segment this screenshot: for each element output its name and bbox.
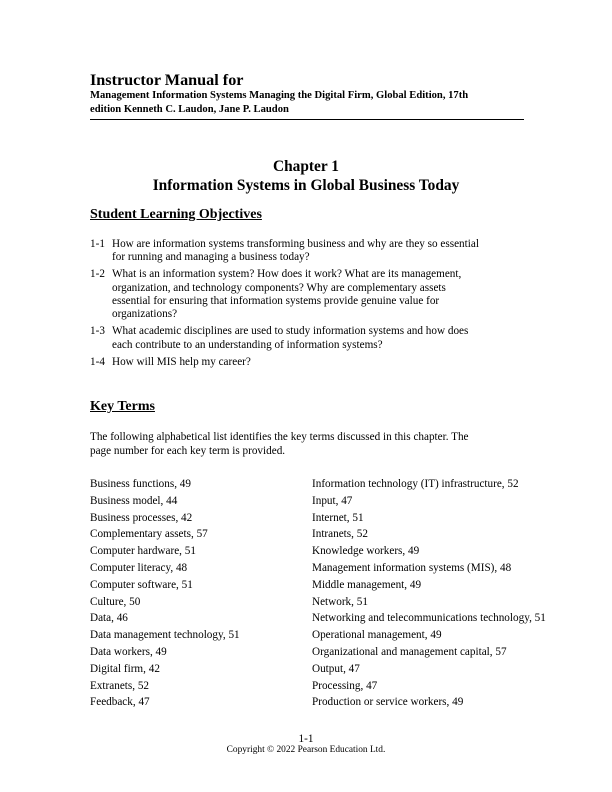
objective-number: 1-4 <box>90 355 105 368</box>
objective-item <box>90 356 530 369</box>
key-term: Feedback, 47 <box>90 696 150 709</box>
key-term: Computer hardware, 51 <box>90 545 196 558</box>
key-term: Production or service workers, 49 <box>312 696 464 709</box>
key-term: Culture, 50 <box>90 595 141 608</box>
key-term: Data workers, 49 <box>90 645 167 658</box>
copyright-notice: Copyright © 2022 Pearson Education Ltd. <box>226 745 386 755</box>
key-term: Data management technology, 51 <box>90 629 240 642</box>
manual-title: Instructor Manual for <box>90 71 244 89</box>
chapter-number: Chapter 1 <box>273 158 339 175</box>
key-term: Management information systems (MIS), 48 <box>312 561 512 574</box>
key-term: Intranets, 52 <box>312 528 368 541</box>
key-term: Data, 46 <box>90 612 128 625</box>
objective-text-line: What is an information system? How does it work? What are its management, <box>112 268 462 281</box>
objective-text-line: organization, and technology components? Why are complementary assets <box>112 281 446 294</box>
key-term: Networking and telecommunications technology, 51 <box>312 612 546 625</box>
objective-text-line: for running and managing a business today? <box>112 251 310 264</box>
key-term: Digital firm, 42 <box>90 662 160 675</box>
intro-line: The following alphabetical list identifies the key terms discussed in this chapter. The <box>90 431 469 443</box>
objective-number: 1-2 <box>90 268 105 281</box>
objectives-list <box>90 238 530 373</box>
objective-item <box>90 325 530 352</box>
objective-text-line: How are information systems transforming business and why are they so essential <box>112 238 479 250</box>
key-term: Input, 47 <box>312 494 353 507</box>
chapter-title: Information Systems in Global Business Today <box>152 177 460 194</box>
objectives-heading: Student Learning Objectives <box>90 207 262 222</box>
objective-text-line: What academic disciplines are used to study information systems and how does <box>112 325 469 338</box>
key-term: Output, 47 <box>312 662 360 675</box>
key-term: Processing, 47 <box>312 679 378 692</box>
objective-item <box>90 238 530 265</box>
key-term: Complementary assets, 57 <box>90 528 208 541</box>
key-term: Computer software, 51 <box>90 578 193 591</box>
objective-item <box>90 268 530 321</box>
key-term: Business functions, 49 <box>90 478 191 490</box>
book-title-line: edition Kenneth C. Laudon, Jane P. Laudon <box>90 103 289 115</box>
intro-line: page number for each key term is provided. <box>90 445 286 457</box>
key-terms-intro <box>90 430 520 458</box>
key-term: Organizational and management capital, 57 <box>312 645 507 658</box>
key-term: Information technology (IT) infrastructure, 52 <box>312 478 519 490</box>
objective-number: 1-1 <box>90 238 105 250</box>
document-header <box>90 71 524 116</box>
key-term: Network, 51 <box>312 595 368 608</box>
book-title-line: Management Information Systems Managing the Digital Firm, Global Edition, 17th <box>90 90 469 101</box>
key-term: Business processes, 42 <box>90 511 193 524</box>
key-term: Business model, 44 <box>90 494 178 507</box>
key-term: Middle management, 49 <box>312 578 422 591</box>
key-terms-left-column <box>90 476 310 711</box>
header-divider <box>90 119 524 120</box>
objective-number: 1-3 <box>90 325 105 338</box>
objective-text-line: each contribute to an understanding of information systems? <box>112 338 383 351</box>
objective-text-line: organizations? <box>112 308 178 321</box>
book-title <box>90 89 524 116</box>
key-term: Internet, 51 <box>312 511 364 524</box>
key-term: Extranets, 52 <box>90 679 150 692</box>
key-term: Computer literacy, 48 <box>90 561 188 574</box>
objective-text-line: How will MIS help my career? <box>112 355 251 368</box>
key-term: Knowledge workers, 49 <box>312 545 420 558</box>
page-number: 1-1 <box>298 733 314 745</box>
key-terms-right-column <box>312 476 602 711</box>
key-terms-heading: Key Terms <box>90 399 155 414</box>
objective-text-line: essential for ensuring that information systems provide genuine value for <box>112 294 440 307</box>
key-term: Operational management, 49 <box>312 629 442 642</box>
